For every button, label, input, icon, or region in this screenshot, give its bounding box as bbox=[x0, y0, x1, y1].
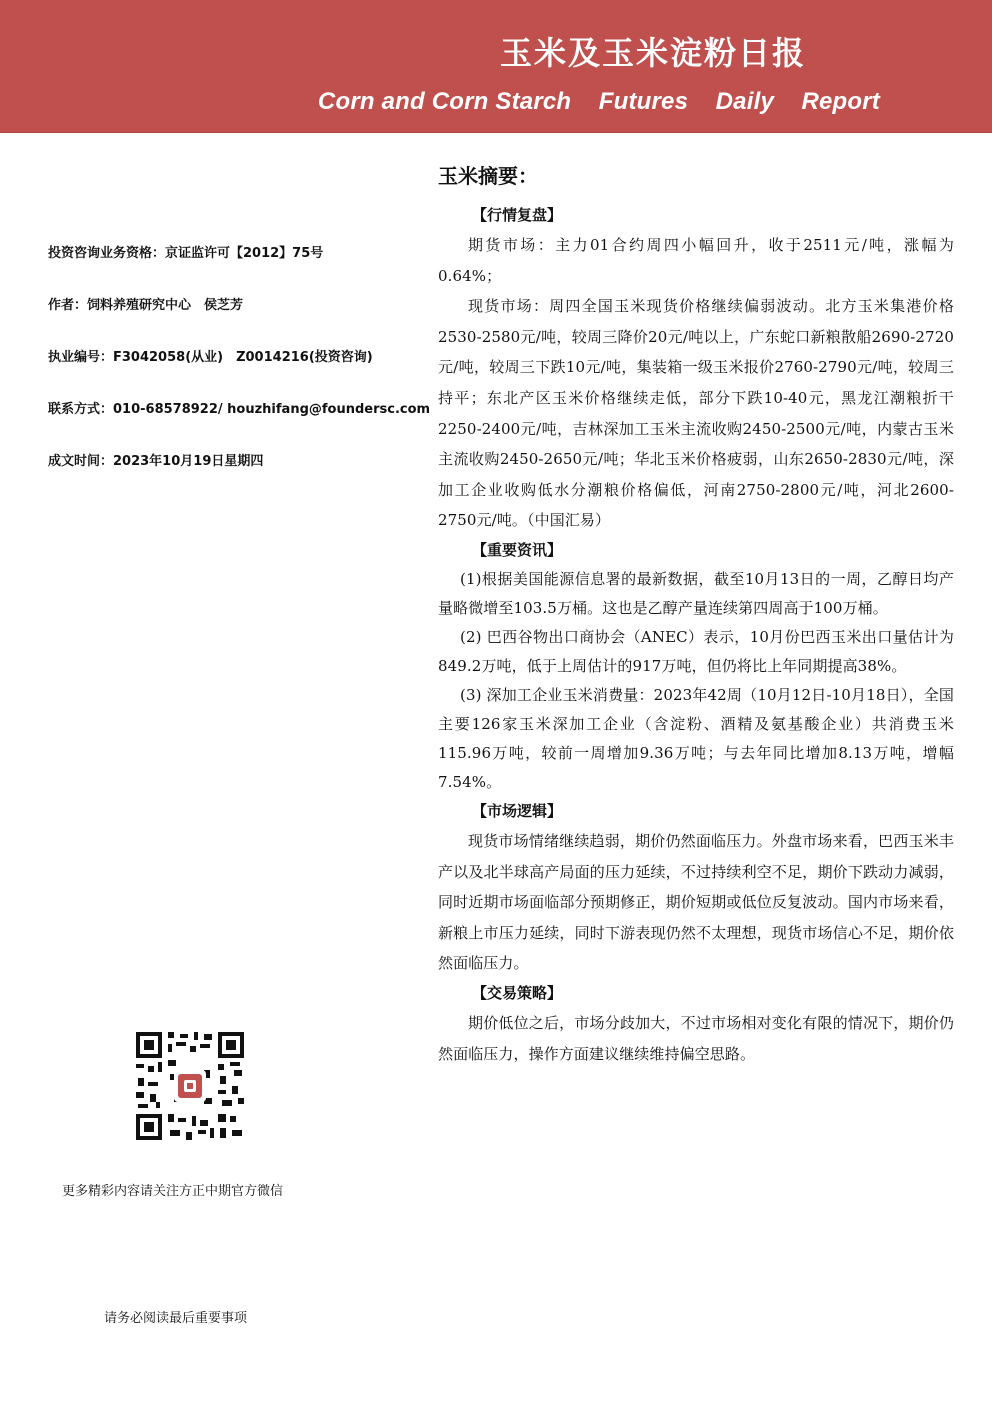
contact: 联系方式：010-68578922/ houzhifang@foundersc.com bbox=[48, 402, 431, 417]
footer-note: 请务必阅读最后重要事项 bbox=[104, 1311, 248, 1326]
author-info bbox=[48, 244, 431, 504]
market-review-heading: 【行情复盘】 bbox=[472, 206, 563, 224]
strategy-paragraph: 期价低位之后，市场分歧加大，不过市场相对变化有限的情况下，期价仍然面临压力，操作方面建议继续维持偏空思路。 bbox=[438, 1013, 954, 1063]
publish-date: 成文时间：2023年10月19日星期四 bbox=[48, 454, 264, 469]
section-title: 玉米摘要： bbox=[438, 164, 538, 188]
futures-market-paragraph: 期货市场：主力01合约周四小幅回升，收于2511元/吨，涨幅为0.64%； bbox=[438, 236, 954, 285]
strategy-heading: 【交易策略】 bbox=[472, 983, 563, 1002]
news-heading: 【重要资讯】 bbox=[472, 540, 563, 559]
news-item: (3) 深加工企业玉米消费量：2023年42周（10月12日-10月18日），全国主要126家玉米深加工企业（含淀粉、酒精及氨基酸企业）共消费玉米115.96万吨，较前一周增加9.36万吨；与去年同比增加8.13万吨，增幅7.54%。 bbox=[438, 685, 954, 791]
license-number: 执业编号：F3042058(从业) Z0014216(投资咨询) bbox=[48, 350, 373, 365]
report-title-cn: 玉米及玉米淀粉日报 bbox=[499, 34, 806, 72]
news-item: (1)根据美国能源信息署的最新数据，截至10月13日的一周，乙醇日均产量略微增至103.5万桶。这也是乙醇产量连续第四周高于100万桶。 bbox=[438, 569, 954, 617]
qualification: 投资咨询业务资格：京证监许可【2012】75号 bbox=[48, 246, 324, 261]
logic-paragraph: 现货市场情绪继续趋弱，期价仍然面临压力。外盘市场来看，巴西玉米丰产以及北半球高产局面的压力延续，不过持续利空不足，期价下跌动力减弱，同时近期市场面临部分预期修正，期价短期或低位反复波动。国内市场来看，新粮上市压力延续，同时下游表现仍然不太理想，现货市场信心不足，期价依然面临压力。 bbox=[438, 831, 954, 973]
report-body bbox=[438, 160, 954, 1069]
report-title-en: Corn and Corn Starch Futures Daily Report bbox=[317, 88, 880, 115]
news-item: (2) 巴西谷物出口商协会（ANEC）表示，10月份巴西玉米出口量估计为849.2万吨，低于上周估计的917万吨，但仍将比上年同期提高38%。 bbox=[438, 627, 954, 675]
spot-market-paragraph: 现货市场：周四全国玉米现货价格继续偏弱波动。北方玉米集港价格2530-2580元/吨，较周三降价20元/吨以上，广东蛇口新粮散船2690-2720元/吨，较周三下跌10元/吨，集装箱一级玉米报价2760-2790元/吨，较周三持平；东北产区玉米价格继续走低，部分下跌10-40元，黑龙江潮粮折干2250-2400元/吨，吉林深加工玉米主流收购2450-2500元/吨，内蒙古玉米主流收购2450-2650元/吨；华北玉米价格疲弱，山东2650-2830元/吨，深加工企业收购低水分潮粮价格偏低，河南2750-2800元/吨，河北2600-2750元/吨。（中国汇易） bbox=[438, 297, 954, 530]
author: 作者：饲料养殖研究中心 侯芝芳 bbox=[48, 298, 244, 313]
logic-heading: 【市场逻辑】 bbox=[472, 801, 563, 820]
header-banner bbox=[0, 0, 992, 133]
qr-code-icon[interactable] bbox=[134, 1030, 246, 1142]
qr-caption: 更多精彩内容请关注方正中期官方微信 bbox=[62, 1184, 284, 1199]
